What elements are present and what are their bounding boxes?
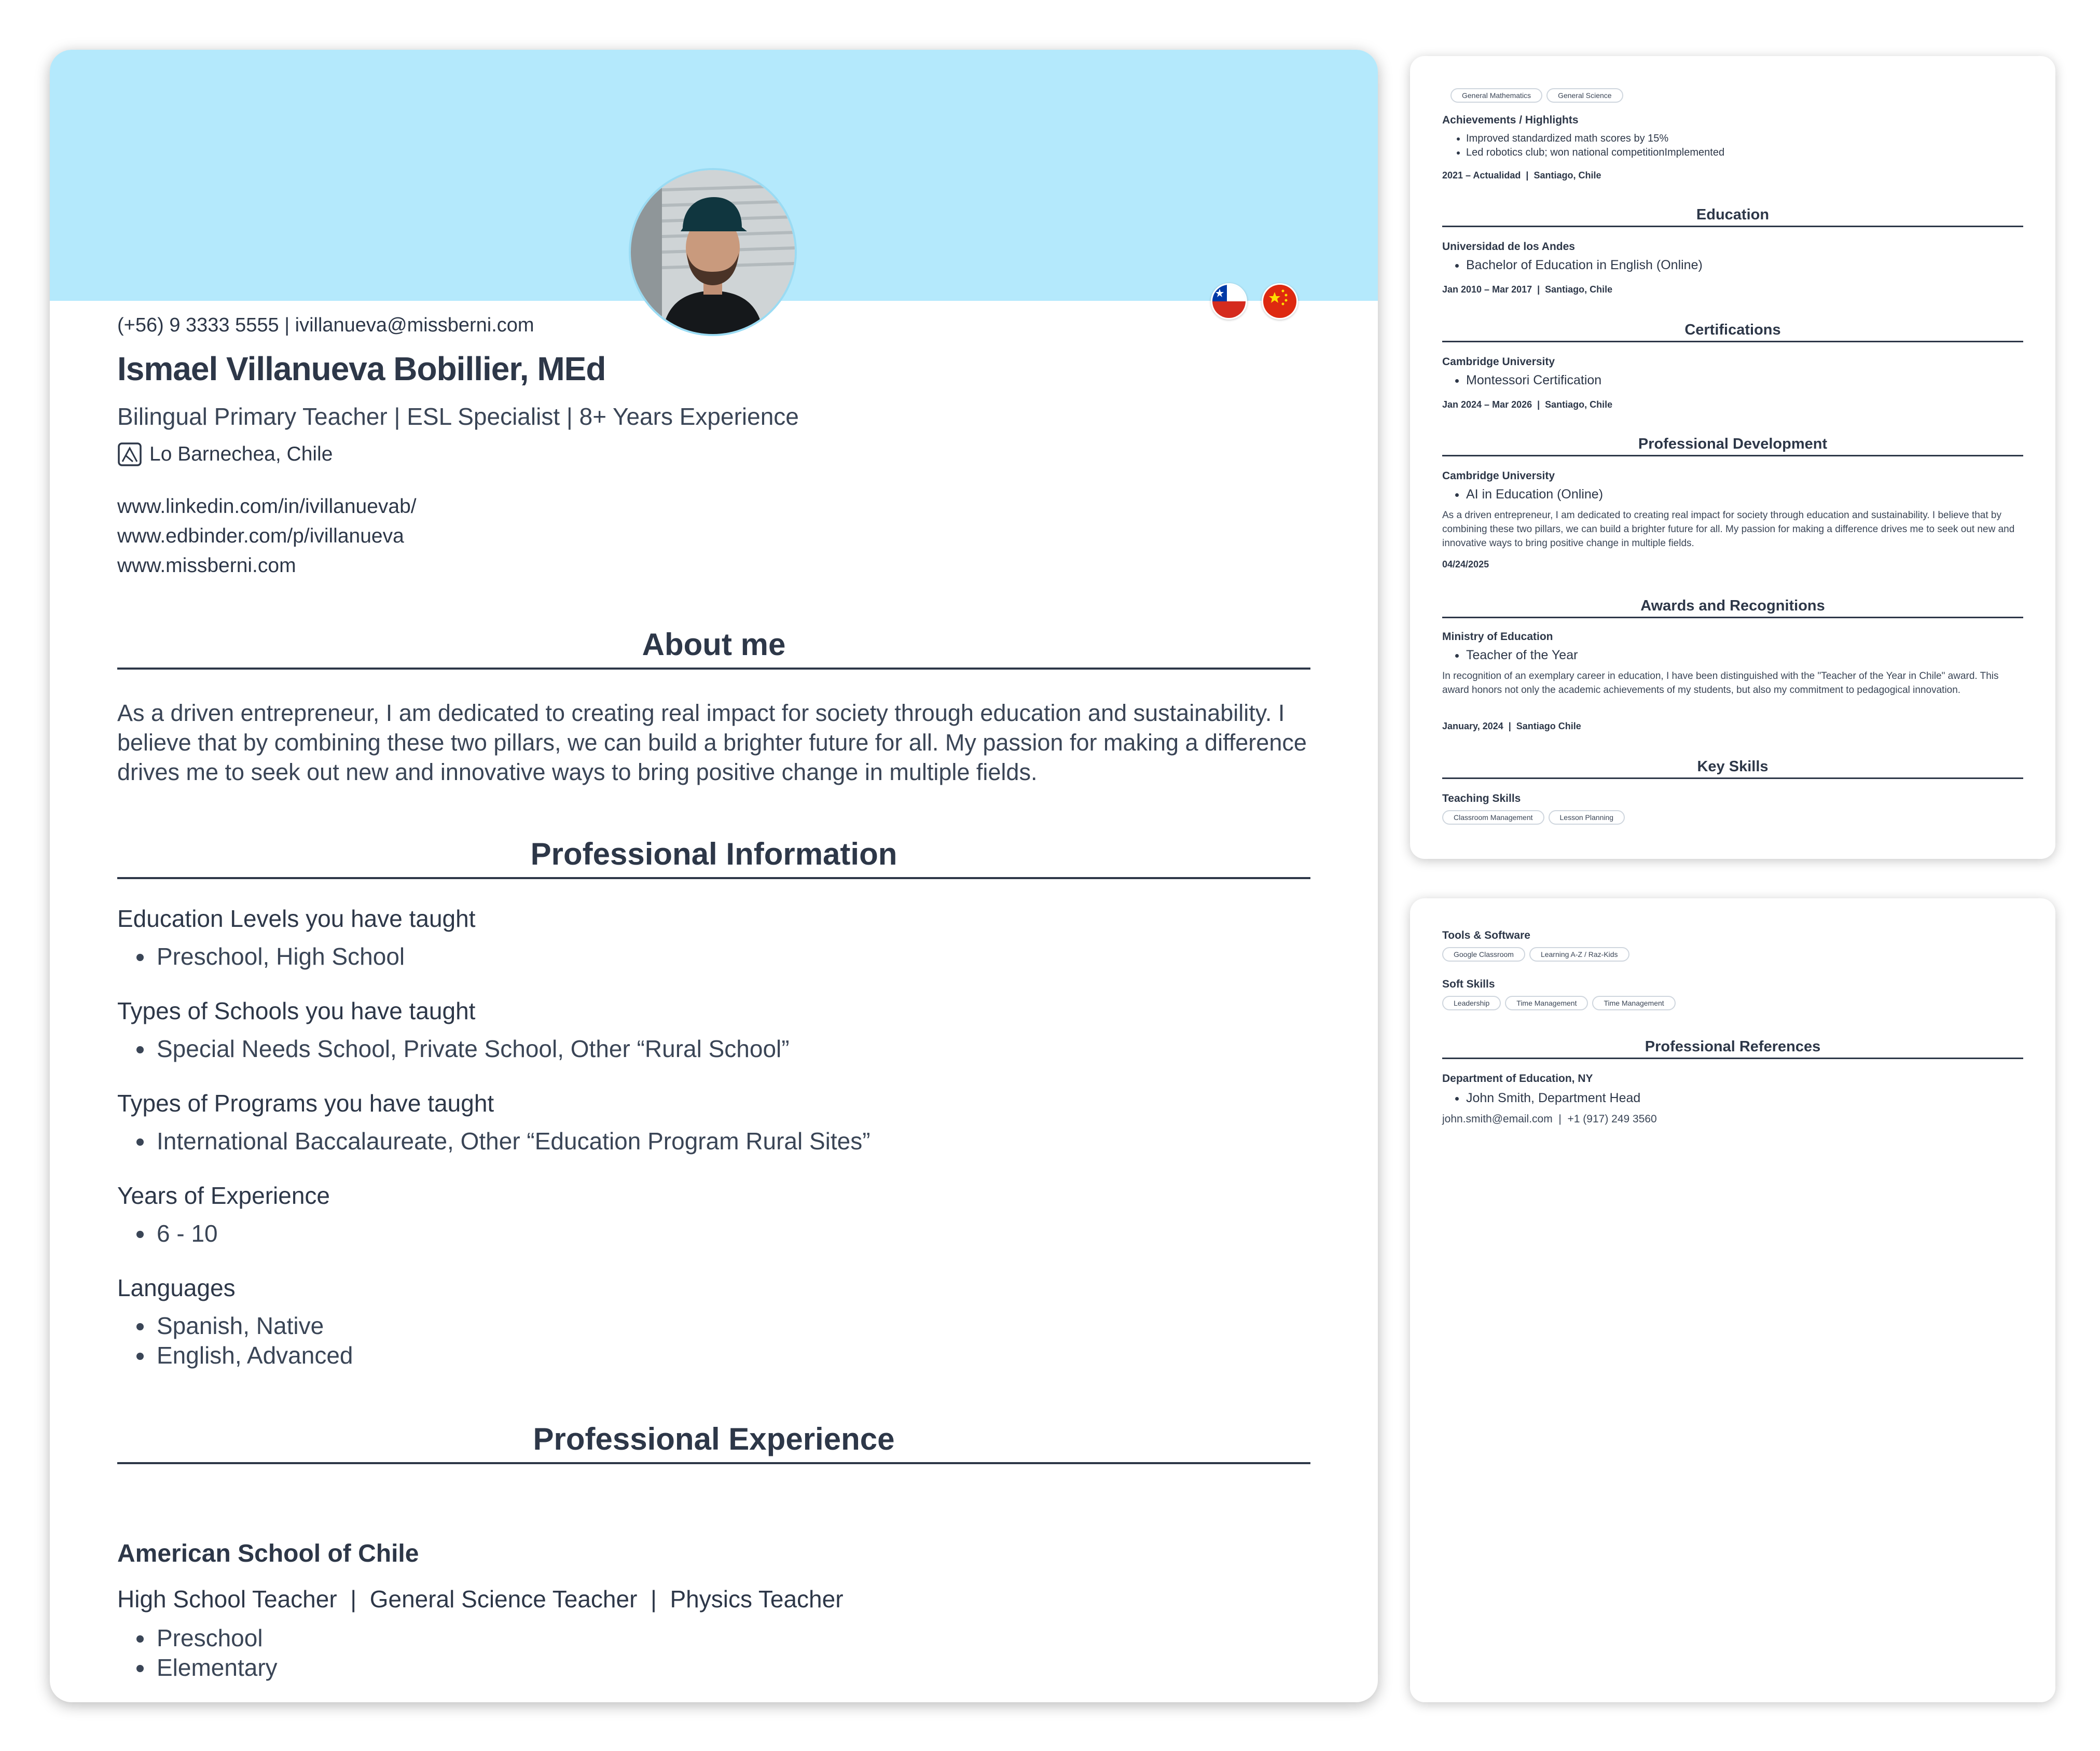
achievements-label: Achievements / Highlights — [1442, 114, 1579, 126]
experience-levels-list — [117, 1623, 278, 1683]
teaching-skills-chips — [1442, 810, 1625, 825]
about-title: About me — [117, 627, 1310, 670]
awards-title: Awards and Recognitions — [1442, 597, 2023, 618]
languages-list — [117, 1311, 353, 1370]
linkedin-link[interactable]: www.linkedin.com/in/ivillanuevab/ — [117, 495, 417, 518]
education-levels-list — [117, 942, 405, 971]
location-text: Lo Barnechea, Chile — [149, 443, 333, 465]
development-meta: 04/24/2025 — [1442, 559, 1489, 569]
years-experience-label: Years of Experience — [117, 1182, 330, 1209]
certifications-meta: Jan 2024 – Mar 2026 | Santiago, Chile — [1442, 399, 1613, 410]
resume-page-1 — [50, 50, 1378, 1702]
references-contact: john.smith@email.com | +1 (917) 249 3560 — [1442, 1113, 1657, 1125]
profile-headline: Bilingual Primary Teacher | ESL Specialist | 8+ Years Experience — [117, 403, 799, 430]
list-item: • 6 - 10 — [155, 1219, 218, 1248]
skill-chip: Leadership — [1442, 996, 1501, 1010]
list-item: • English, Advanced — [155, 1341, 353, 1370]
program-types-label: Types of Programs you have taught — [117, 1090, 494, 1117]
avatar-photo-icon — [631, 170, 795, 334]
education-org: Universidad de los Andes — [1442, 241, 1575, 253]
resume-page-3 — [1410, 898, 2055, 1702]
contact-line: (+56) 9 3333 5555 | ivillanueva@missberni.com — [117, 314, 534, 336]
list-item: • Elementary — [155, 1653, 278, 1683]
skill-chip: Time Management — [1592, 996, 1675, 1010]
skill-chip: General Science — [1546, 88, 1623, 103]
list-item: • AI in Education (Online) — [1466, 487, 1603, 502]
chile-flag-icon — [1211, 283, 1247, 319]
list-item: • Special Needs School, Private School, Other “Rural School” — [155, 1034, 790, 1064]
skill-chip: Lesson Planning — [1549, 810, 1625, 825]
location-row — [117, 442, 333, 467]
references-title: Professional References — [1442, 1038, 2023, 1059]
list-item: • Improved standardized math scores by 15% — [1466, 132, 1724, 146]
skill-chip: General Mathematics — [1450, 88, 1542, 103]
list-item: • Preschool — [155, 1623, 278, 1653]
development-desc: As a driven entrepreneur, I am dedicated to creating real impact for society through education and sustainability. I believe that by combining these two pillars, we can build a brighter future for all. My passion for making a difference drives me to seek out new and innovative ways to bring positive change in multiple fields. — [1442, 510, 2015, 549]
soft-skills-label: Soft Skills — [1442, 978, 1495, 990]
awards-org: Ministry of Education — [1442, 631, 1553, 643]
china-flag-icon — [1262, 283, 1298, 319]
list-item: • Preschool, High School — [155, 942, 405, 971]
professional-info-title: Professional Information — [117, 836, 1310, 879]
awards-meta: January, 2024 | Santiago Chile — [1442, 721, 1581, 731]
years-experience-list — [117, 1219, 218, 1248]
development-list — [1442, 487, 1603, 502]
experience-roles: High School Teacher | General Science Teacher | Physics Teacher — [117, 1586, 844, 1613]
list-item: • Led robotics club; won national competitionImplemented — [1466, 146, 1724, 160]
tool-chip: Google Classroom — [1442, 947, 1525, 962]
awards-desc: In recognition of an exemplary career in education, I have been distinguished with the "Teacher of the Year in Chile" award. This award honors not only the academic achievements of my students, but also my commitment to pedagogical innovation. — [1442, 671, 1999, 696]
profile-avatar — [629, 168, 797, 336]
education-meta: Jan 2010 – Mar 2017 | Santiago, Chile — [1442, 284, 1613, 295]
references-list — [1442, 1090, 1640, 1106]
education-levels-label: Education Levels you have taught — [117, 905, 476, 932]
development-title: Professional Development — [1442, 436, 2023, 456]
experience-title: Professional Experience — [117, 1421, 1310, 1464]
development-org: Cambridge University — [1442, 470, 1555, 482]
profile-name: Ismael Villanueva Bobillier, MEd — [117, 350, 606, 387]
achievements-meta: 2021 – Actualidad | Santiago, Chile — [1442, 170, 1601, 180]
tools-chips — [1442, 947, 1629, 962]
website-link[interactable]: www.missberni.com — [117, 554, 296, 577]
skill-chip: Classroom Management — [1442, 810, 1544, 825]
certifications-list — [1442, 372, 1601, 388]
map-icon — [117, 442, 142, 467]
certifications-title: Certifications — [1442, 322, 2023, 342]
tools-label: Tools & Software — [1442, 929, 1530, 941]
tool-chip: Learning A-Z / Raz-Kids — [1529, 947, 1629, 962]
awards-list — [1442, 647, 1578, 663]
certifications-org: Cambridge University — [1442, 356, 1555, 368]
school-types-list — [117, 1034, 790, 1064]
school-types-label: Types of Schools you have taught — [117, 997, 476, 1024]
soft-skills-chips — [1442, 996, 1676, 1010]
list-item: • Spanish, Native — [155, 1311, 353, 1341]
list-item: • Montessori Certification — [1466, 372, 1601, 388]
list-item: • Bachelor of Education in English (Online) — [1466, 257, 1703, 273]
resume-page-2 — [1410, 56, 2055, 859]
about-text: As a driven entrepreneur, I am dedicated to creating real impact for society through education and sustainability. I believe that by combining these two pillars, we can build a brighter future for all. My passion for making a difference drives me to seek out new and innovative ways to bring positive change in multiple fields. — [117, 700, 1307, 785]
education-title: Education — [1442, 206, 2023, 227]
top-chip-row — [1450, 88, 1623, 103]
teaching-skills-label: Teaching Skills — [1442, 793, 1521, 804]
list-item: • International Baccalaureate, Other “Education Program Rural Sites” — [155, 1127, 871, 1156]
program-types-list — [117, 1127, 871, 1156]
achievements-list — [1442, 132, 1724, 160]
experience-org: American School of Chile — [117, 1540, 419, 1567]
key-skills-title: Key Skills — [1442, 758, 2023, 779]
education-list — [1442, 257, 1703, 273]
skill-chip: Time Management — [1505, 996, 1588, 1010]
references-org: Department of Education, NY — [1442, 1073, 1593, 1085]
languages-label: Languages — [117, 1274, 236, 1301]
profile-links — [117, 492, 417, 580]
list-item: • John Smith, Department Head — [1466, 1090, 1640, 1106]
edbinder-link[interactable]: www.edbinder.com/p/ivillanueva — [117, 525, 404, 547]
list-item: • Teacher of the Year — [1466, 647, 1578, 663]
